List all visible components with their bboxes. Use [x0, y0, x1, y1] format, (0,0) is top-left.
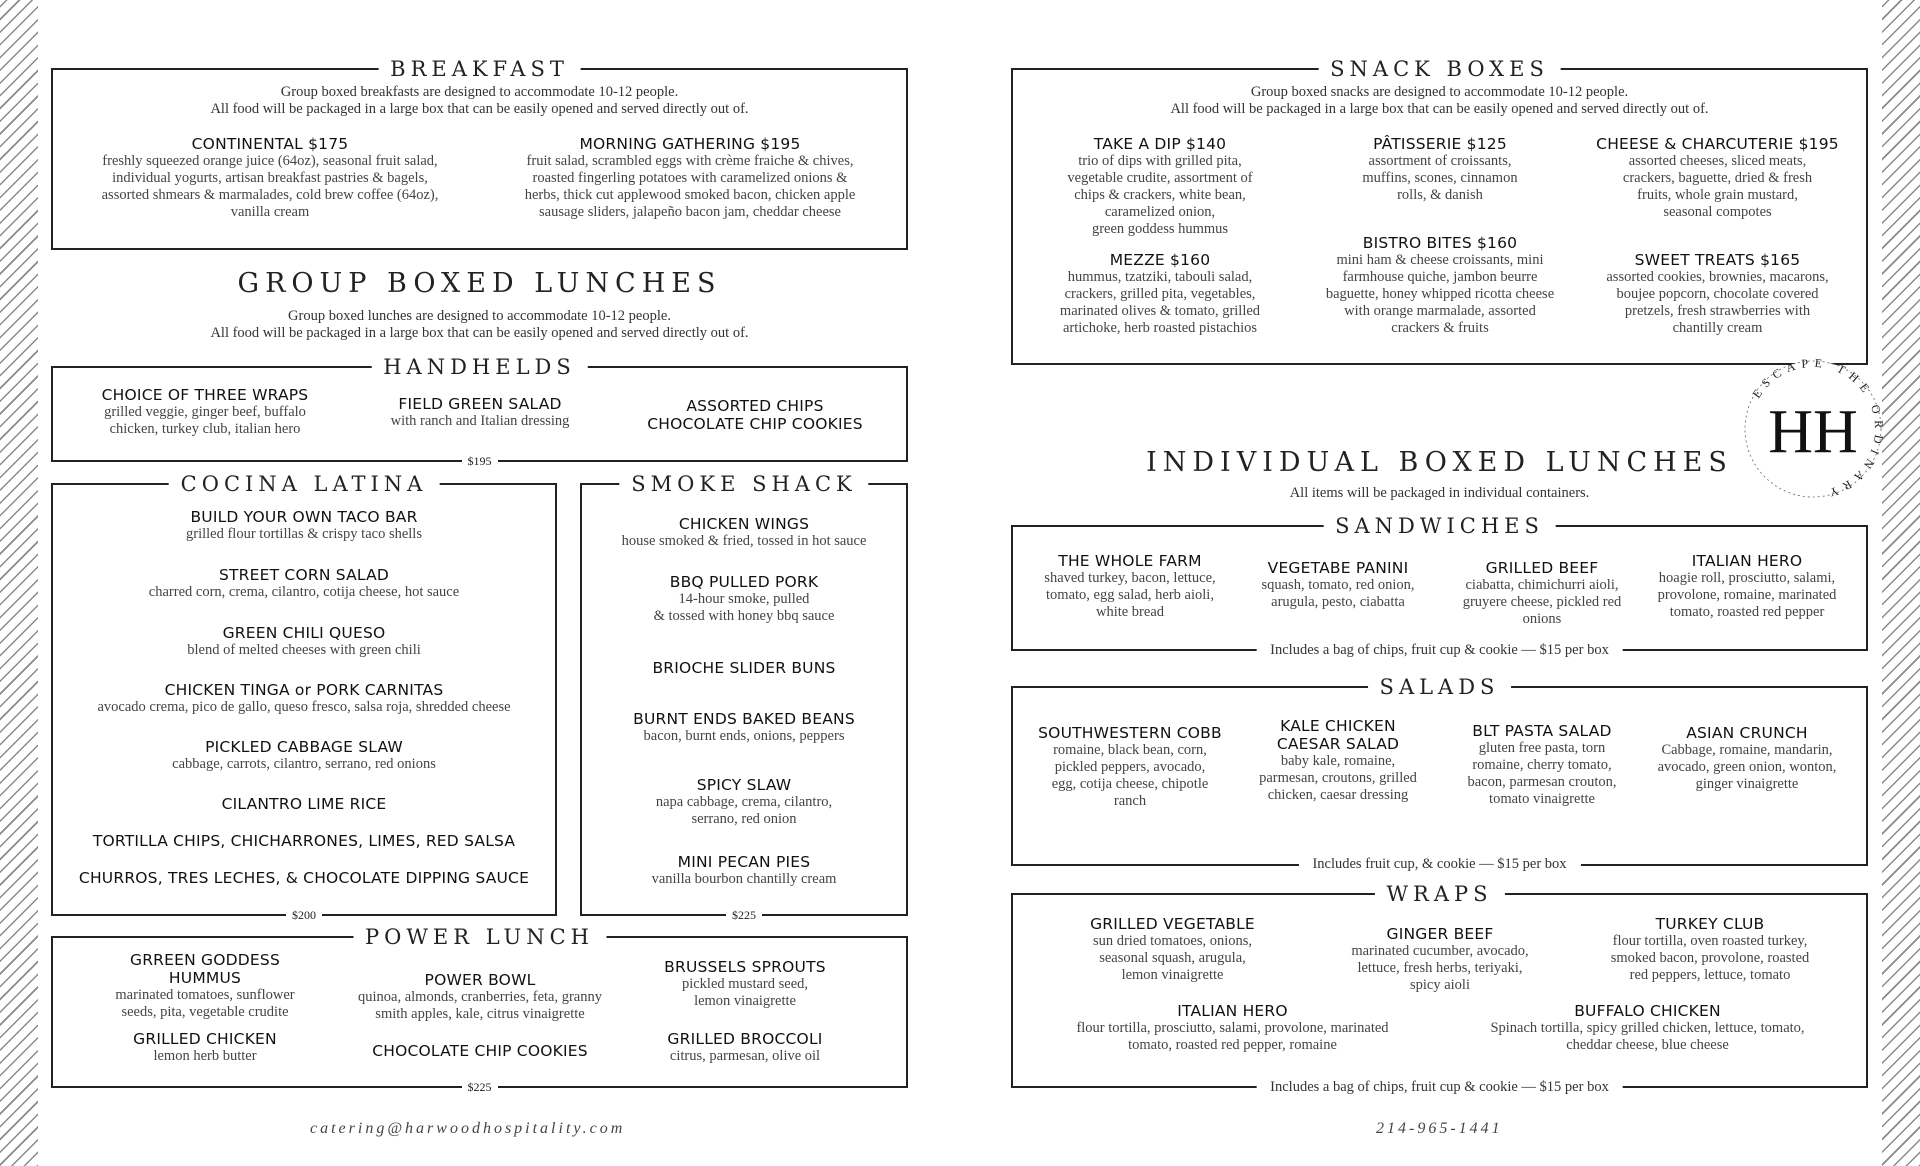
- wraps-title: WRAPS: [1374, 882, 1504, 906]
- item-desc-line: boujee popcorn, chocolate covered: [1616, 286, 1819, 302]
- logo-ring-text: ESCAPE THE ORDINARY: [1749, 355, 1887, 502]
- item-desc-line: smoked bacon, provolone, roasted: [1610, 950, 1810, 966]
- item-desc-line: chips & crackers, white bean,: [1074, 187, 1246, 203]
- item-desc-line: grilled veggie, ginger beef, buffalo: [104, 404, 306, 420]
- breakfast-intro: [51, 84, 908, 118]
- item-desc-line: shaved turkey, bacon, lettuce,: [1044, 570, 1216, 586]
- item-desc-line: vegetable crudite, assortment of: [1067, 170, 1253, 186]
- item-desc-line: seasonal squash, arugula,: [1099, 950, 1246, 966]
- item-name: CILANTRO LIME RICE: [221, 795, 387, 813]
- power-item-broccoli: [620, 1030, 870, 1065]
- item-desc-line: farmhouse quiche, jambon beurre: [1342, 269, 1538, 285]
- individual-lunches-title: INDIVIDUAL BOXED LUNCHES: [1146, 447, 1733, 478]
- item-desc-line: serrano, red onion: [691, 811, 797, 827]
- item-desc-line: quinoa, almonds, cranberries, feta, granny: [358, 989, 602, 1005]
- item-name: GINGER BEEF: [1386, 925, 1494, 943]
- item-name: FIELD GREEN SALAD: [398, 395, 562, 413]
- item-desc-line: seasonal compotes: [1663, 204, 1772, 220]
- item-name: ITALIAN HERO: [1691, 552, 1803, 570]
- item-desc-line: marinated tomatoes, sunflower: [115, 987, 295, 1003]
- wrap-item-italian-hero: [1040, 1002, 1425, 1054]
- smoke-item: [584, 776, 904, 828]
- snack-item-dip: [1030, 135, 1290, 238]
- item-desc-line: crackers, grilled pita, vegetables,: [1064, 286, 1256, 302]
- item-desc-line: vanilla cream: [230, 204, 310, 220]
- group-lunches-intro-line2: All food will be packaged in a large box that can be easily opened and served directly out of.: [210, 325, 749, 341]
- handhelds-item-wraps: [70, 386, 340, 438]
- item-desc-line: bacon, burnt ends, onions, peppers: [643, 728, 845, 744]
- item-desc-line: chantilly cream: [1672, 320, 1763, 336]
- item-desc-line: romaine, black bean, corn,: [1053, 742, 1207, 758]
- item-name: ITALIAN HERO: [1177, 1002, 1288, 1020]
- item-name: MINI PECAN PIES: [677, 853, 811, 871]
- smoke-item: [584, 573, 904, 625]
- item-desc-line: rolls, & danish: [1397, 187, 1483, 203]
- item-desc-line: baguette, honey whipped ricotta cheese: [1325, 286, 1555, 302]
- snack-boxes-title: SNACK BOXES: [1318, 57, 1561, 81]
- item-name-2: CAESAR SALAD: [1276, 735, 1400, 753]
- sandwich-item: [1642, 552, 1852, 621]
- wraps-note: Includes a bag of chips, fruit cup & cookie — $15 per box: [1256, 1078, 1623, 1096]
- item-name: ASSORTED CHIPS: [686, 397, 824, 415]
- snack-intro-line2: All food will be packaged in a large box that can be easily opened and served directly out of.: [1170, 101, 1709, 117]
- footer-email[interactable]: catering@harwoodhospitality.com: [310, 1120, 626, 1137]
- item-desc-line: pretzels, fresh strawberries with: [1624, 303, 1811, 319]
- item-desc-line: freshly squeezed orange juice (64oz), seasonal fruit salad,: [102, 153, 438, 169]
- item-name: GRILLED BROCCOLI: [667, 1030, 823, 1048]
- item-desc-line: chicken, turkey club, italian hero: [109, 421, 301, 437]
- item-name: GRILLED BEEF: [1485, 559, 1599, 577]
- item-name: MEZZE $160: [1109, 251, 1211, 269]
- item-desc-line: avocado, green onion, wonton,: [1657, 759, 1837, 775]
- cocina-item: [55, 624, 553, 659]
- item-desc-line: romaine, cherry tomato,: [1472, 757, 1612, 773]
- item-name: TAKE A DIP $140: [1093, 135, 1227, 153]
- cocina-latina-title: COCINA LATINA: [169, 472, 440, 496]
- item-desc-line: marinated olives & tomato, grilled: [1059, 303, 1261, 319]
- item-desc-line: mini ham & cheese croissants, mini: [1336, 252, 1544, 268]
- item-desc-line: Spinach tortilla, spicy grilled chicken, lettuce, tomato,: [1490, 1020, 1805, 1036]
- handhelds-item-salad: [350, 395, 610, 430]
- item-desc-line: marinated cucumber, avocado,: [1351, 943, 1529, 959]
- item-desc-line: assorted shmears & marmalades, cold brew coffee (64oz),: [101, 187, 439, 203]
- item-desc-line: provolone, romaine, marinated: [1657, 587, 1837, 603]
- item-name: CHICKEN WINGS: [678, 515, 810, 533]
- item-desc-line: pickled peppers, avocado,: [1054, 759, 1206, 775]
- item-name: ASIAN CRUNCH: [1686, 724, 1808, 742]
- item-desc-line: bacon, parmesan crouton,: [1467, 774, 1617, 790]
- snack-item-patisserie: [1300, 135, 1580, 204]
- item-desc-line: tomato, roasted red pepper, romaine: [1128, 1037, 1337, 1053]
- item-desc-line: assortment of croissants,: [1368, 153, 1512, 169]
- left-stripe-border: [0, 0, 38, 1166]
- wrap-item-turkey-club: [1575, 915, 1845, 984]
- cocina-item: [55, 508, 553, 543]
- item-name: GRREEN GODDESS: [129, 951, 280, 969]
- item-desc-line: squash, tomato, red onion,: [1261, 577, 1415, 593]
- item-desc-line: artichoke, herb roasted pistachios: [1062, 320, 1258, 336]
- item-name-2: HUMMUS: [168, 969, 242, 987]
- item-desc-line: arugula, pesto, ciabatta: [1271, 594, 1405, 610]
- item-desc-line: caramelized onion,: [1104, 204, 1216, 220]
- sandwich-item: [1234, 559, 1442, 611]
- item-desc-line: sun dried tomatoes, onions,: [1092, 933, 1253, 949]
- smoke-shack-price: $225: [726, 907, 762, 923]
- item-desc: charred corn, crema, cilantro, cotija cheese, hot sauce: [148, 584, 460, 600]
- item-desc-line: assorted cookies, brownies, macarons,: [1606, 269, 1829, 285]
- power-item-sprouts: [620, 958, 870, 1010]
- group-lunches-intro: [51, 308, 908, 342]
- item-desc-line: hummus, tzatziki, tabouli salad,: [1067, 269, 1253, 285]
- handhelds-price: $195: [462, 453, 498, 469]
- salad-item: [1234, 717, 1442, 804]
- item-desc-line: green goddess hummus: [1091, 221, 1229, 237]
- cocina-item: [55, 832, 553, 850]
- item-desc-line: fruit salad, scrambled eggs with crème fraiche & chives,: [526, 153, 854, 169]
- item-name: BBQ PULLED PORK: [669, 573, 819, 591]
- snack-item-bistro: [1300, 234, 1580, 337]
- item-name: VEGETABE PANINI: [1267, 559, 1409, 577]
- item-name: CHOICE OF THREE WRAPS: [101, 386, 309, 404]
- power-item-hummus: [70, 951, 340, 1021]
- snack-item-mezze: [1030, 251, 1290, 337]
- item-name: GREEN CHILI QUESO: [222, 624, 386, 642]
- item-desc-line: crackers, baguette, dried & fresh: [1622, 170, 1813, 186]
- item-desc-line: flour tortilla, prosciutto, salami, provolone, marinated: [1076, 1020, 1389, 1036]
- item-desc-line: herbs, thick cut applewood smoked bacon, chicken apple: [524, 187, 856, 203]
- item-name: SWEET TREATS $165: [1634, 251, 1801, 269]
- item-desc-line: hoagie roll, prosciutto, salami,: [1658, 570, 1836, 586]
- item-name: PICKLED CABBAGE SLAW: [205, 738, 403, 756]
- item-name: CHICKEN TINGA or PORK CARNITAS: [164, 681, 444, 699]
- salad-item: [1642, 724, 1852, 793]
- item-name: CONTINENTAL $175: [191, 135, 349, 153]
- item-desc-line: with orange marmalade, assorted: [1344, 303, 1536, 319]
- item-name: CHOCOLATE CHIP COOKIES: [372, 1042, 588, 1060]
- smoke-shack-title: SMOKE SHACK: [619, 472, 868, 496]
- breakfast-intro-line2: All food will be packaged in a large box that can be easily opened and served directly out of.: [210, 101, 749, 117]
- cocina-item: [55, 795, 553, 813]
- power-lunch-price: $225: [462, 1079, 498, 1095]
- item-desc-line: parmesan, croutons, grilled: [1259, 770, 1417, 786]
- cocina-item: [55, 566, 553, 601]
- item-desc: grilled flour tortillas & crispy taco shells: [186, 526, 422, 542]
- smoke-item: [584, 710, 904, 745]
- item-name: CHEESE & CHARCUTERIE $195: [1596, 135, 1839, 153]
- item-desc-line: cheddar cheese, blue cheese: [1566, 1037, 1729, 1053]
- item-desc-line: lemon vinaigrette: [1121, 967, 1224, 983]
- item-name: GRILLED VEGETABLE: [1090, 915, 1255, 933]
- sandwich-item: [1026, 552, 1234, 621]
- item-desc-line: baby kale, romaine,: [1280, 753, 1396, 769]
- item-desc-line: sausage sliders, jalapeño bacon jam, cheddar cheese: [539, 204, 841, 220]
- wrap-item-vegetable: [1040, 915, 1305, 984]
- item-desc-line: tomato, egg salad, herb aioli,: [1046, 587, 1214, 603]
- item-desc-line: fruits, whole grain mustard,: [1637, 187, 1798, 203]
- wrap-item-ginger-beef: [1305, 925, 1575, 994]
- item-desc-line: roasted fingerling potatoes with caramelized onions &: [532, 170, 848, 186]
- snack-item-cheese: [1585, 135, 1850, 221]
- right-stripe-border: [1882, 0, 1920, 1166]
- logo-monogram: HH: [1768, 398, 1858, 466]
- wrap-item-buffalo-chicken: [1440, 1002, 1855, 1054]
- snack-intro-line1: Group boxed snacks are designed to accommodate 10-12 people.: [1250, 84, 1629, 100]
- item-desc-line: & tossed with honey bbq sauce: [653, 608, 835, 624]
- item-desc-line: spicy aioli: [1409, 977, 1470, 993]
- item-name: BISTRO BITES $160: [1362, 234, 1518, 252]
- breakfast-item-continental: [70, 135, 470, 221]
- breakfast-intro-line1: Group boxed breakfasts are designed to accommodate 10-12 people.: [280, 84, 679, 100]
- cocina-item: [55, 681, 553, 716]
- item-name: BUILD YOUR OWN TACO BAR: [190, 508, 418, 526]
- breakfast-item-morning-gathering: [480, 135, 900, 221]
- item-desc-line: onions: [1522, 611, 1562, 627]
- item-desc: avocado crema, pico de gallo, queso fresco, salsa roja, shredded cheese: [97, 699, 511, 715]
- item-desc-line: muffins, scones, cinnamon: [1362, 170, 1518, 186]
- item-name: BUFFALO CHICKEN: [1574, 1002, 1721, 1020]
- item-name: SPICY SLAW: [696, 776, 792, 794]
- smoke-item: [584, 515, 904, 550]
- item-desc-line: lemon vinaigrette: [694, 993, 796, 1009]
- item-desc-line: tomato vinaigrette: [1489, 791, 1595, 807]
- item-desc-line: gluten free pasta, torn: [1478, 740, 1606, 756]
- item-name: THE WHOLE FARM: [1058, 552, 1202, 570]
- item-desc-line: napa cabbage, crema, cilantro,: [655, 794, 833, 810]
- power-lunch-title: POWER LUNCH: [353, 925, 606, 949]
- breakfast-title: BREAKFAST: [378, 57, 581, 81]
- salads-note: Includes fruit cup, & cookie — $15 per box: [1298, 855, 1580, 873]
- item-name-2: CHOCOLATE CHIP COOKIES: [647, 415, 863, 433]
- snack-intro: [1011, 84, 1868, 118]
- salads-title: SALADS: [1368, 675, 1512, 699]
- smoke-item: [584, 659, 904, 677]
- sandwiches-note: Includes a bag of chips, fruit cup & cookie — $15 per box: [1256, 641, 1623, 659]
- item-name: TURKEY CLUB: [1655, 915, 1765, 933]
- item-name: BRIOCHE SLIDER BUNS: [652, 659, 836, 677]
- item-desc-line: tomato, roasted red pepper: [1669, 604, 1825, 620]
- individual-intro: All items will be packaged in individual containers.: [1289, 485, 1590, 501]
- cocina-item: [55, 738, 553, 773]
- sandwiches-title: SANDWICHES: [1323, 514, 1556, 538]
- item-desc-line: pickled mustard seed,: [681, 976, 809, 992]
- smoke-item: [584, 853, 904, 888]
- item-desc-line: vanilla bourbon chantilly cream: [651, 871, 837, 887]
- item-name: SOUTHWESTERN COBB: [1038, 724, 1222, 742]
- item-desc-line: white bread: [1095, 604, 1165, 620]
- item-desc-line: 14-hour smoke, pulled: [678, 591, 810, 607]
- item-name: BRUSSELS SPROUTS: [664, 958, 826, 976]
- cocina-latina-price: $200: [286, 907, 322, 923]
- item-desc-line: Cabbage, romaine, mandarin,: [1661, 742, 1833, 758]
- item-name: GRILLED CHICKEN: [133, 1030, 277, 1048]
- snack-item-sweet: [1585, 251, 1850, 337]
- footer-phone[interactable]: 214-965-1441: [1376, 1120, 1503, 1137]
- item-desc-line: seeds, pita, vegetable crudite: [121, 1004, 289, 1020]
- group-lunches-title: GROUP BOXED LUNCHES: [237, 268, 722, 299]
- item-desc-line: trio of dips with grilled pita,: [1078, 153, 1242, 169]
- item-desc-line: house smoked & fried, tossed in hot sauce: [621, 533, 867, 549]
- item-name: TORTILLA CHIPS, CHICHARRONES, LIMES, RED SALSA: [92, 832, 516, 850]
- item-name: CHURROS, TRES LECHES, & CHOCOLATE DIPPING SAUCE: [78, 869, 530, 887]
- item-desc-line: ginger vinaigrette: [1695, 776, 1799, 792]
- item-desc-line: ranch: [1113, 793, 1147, 809]
- handhelds-title: HANDHELDS: [371, 355, 588, 379]
- item-name: POWER BOWL: [424, 971, 536, 989]
- item-desc-line: ciabatta, chimichurri aioli,: [1465, 577, 1619, 593]
- item-name: MORNING GATHERING $195: [579, 135, 801, 153]
- power-item-cookies: [340, 1042, 620, 1060]
- item-desc: lemon herb butter: [153, 1048, 257, 1064]
- item-name: STREET CORN SALAD: [218, 566, 390, 584]
- group-lunches-intro-line1: Group boxed lunches are designed to accommodate 10-12 people.: [288, 308, 671, 324]
- item-desc: cabbage, carrots, cilantro, serrano, red onions: [172, 756, 436, 772]
- sandwich-item: [1442, 559, 1642, 628]
- power-item-chicken: [70, 1030, 340, 1065]
- item-desc-line: lettuce, fresh herbs, teriyaki,: [1357, 960, 1523, 976]
- item-desc-line: assorted cheeses, sliced meats,: [1628, 153, 1807, 169]
- item-name: KALE CHICKEN: [1280, 717, 1396, 735]
- escape-the-ordinary-logo: [1736, 352, 1890, 506]
- item-desc-line: gruyere cheese, pickled red: [1462, 594, 1622, 610]
- salad-item: [1442, 722, 1642, 808]
- item-desc-line: chicken, caesar dressing: [1267, 787, 1409, 803]
- salad-item: [1026, 724, 1234, 810]
- cocina-item: [55, 869, 553, 887]
- item-desc-line: individual yogurts, artisan breakfast pastries & bagels,: [112, 170, 428, 186]
- item-name: BURNT ENDS BAKED BEANS: [633, 710, 855, 728]
- item-desc-line: red peppers, lettuce, tomato: [1629, 967, 1791, 983]
- item-name: BLT PASTA SALAD: [1472, 722, 1612, 740]
- item-desc-line: crackers & fruits: [1391, 320, 1489, 336]
- item-desc-line: egg, cotija cheese, chipotle: [1051, 776, 1209, 792]
- item-desc: blend of melted cheeses with green chili: [187, 642, 421, 658]
- power-item-bowl: [340, 971, 620, 1023]
- item-desc-line: with ranch and Italian dressing: [390, 413, 570, 429]
- item-desc-line: flour tortilla, oven roasted turkey,: [1612, 933, 1808, 949]
- item-desc: citrus, parmesan, olive oil: [669, 1048, 821, 1064]
- item-name: PÂTISSERIE $125: [1373, 135, 1507, 153]
- handhelds-item-chips-cookies: [620, 397, 890, 433]
- item-desc-line: smith apples, kale, citrus vinaigrette: [375, 1006, 585, 1022]
